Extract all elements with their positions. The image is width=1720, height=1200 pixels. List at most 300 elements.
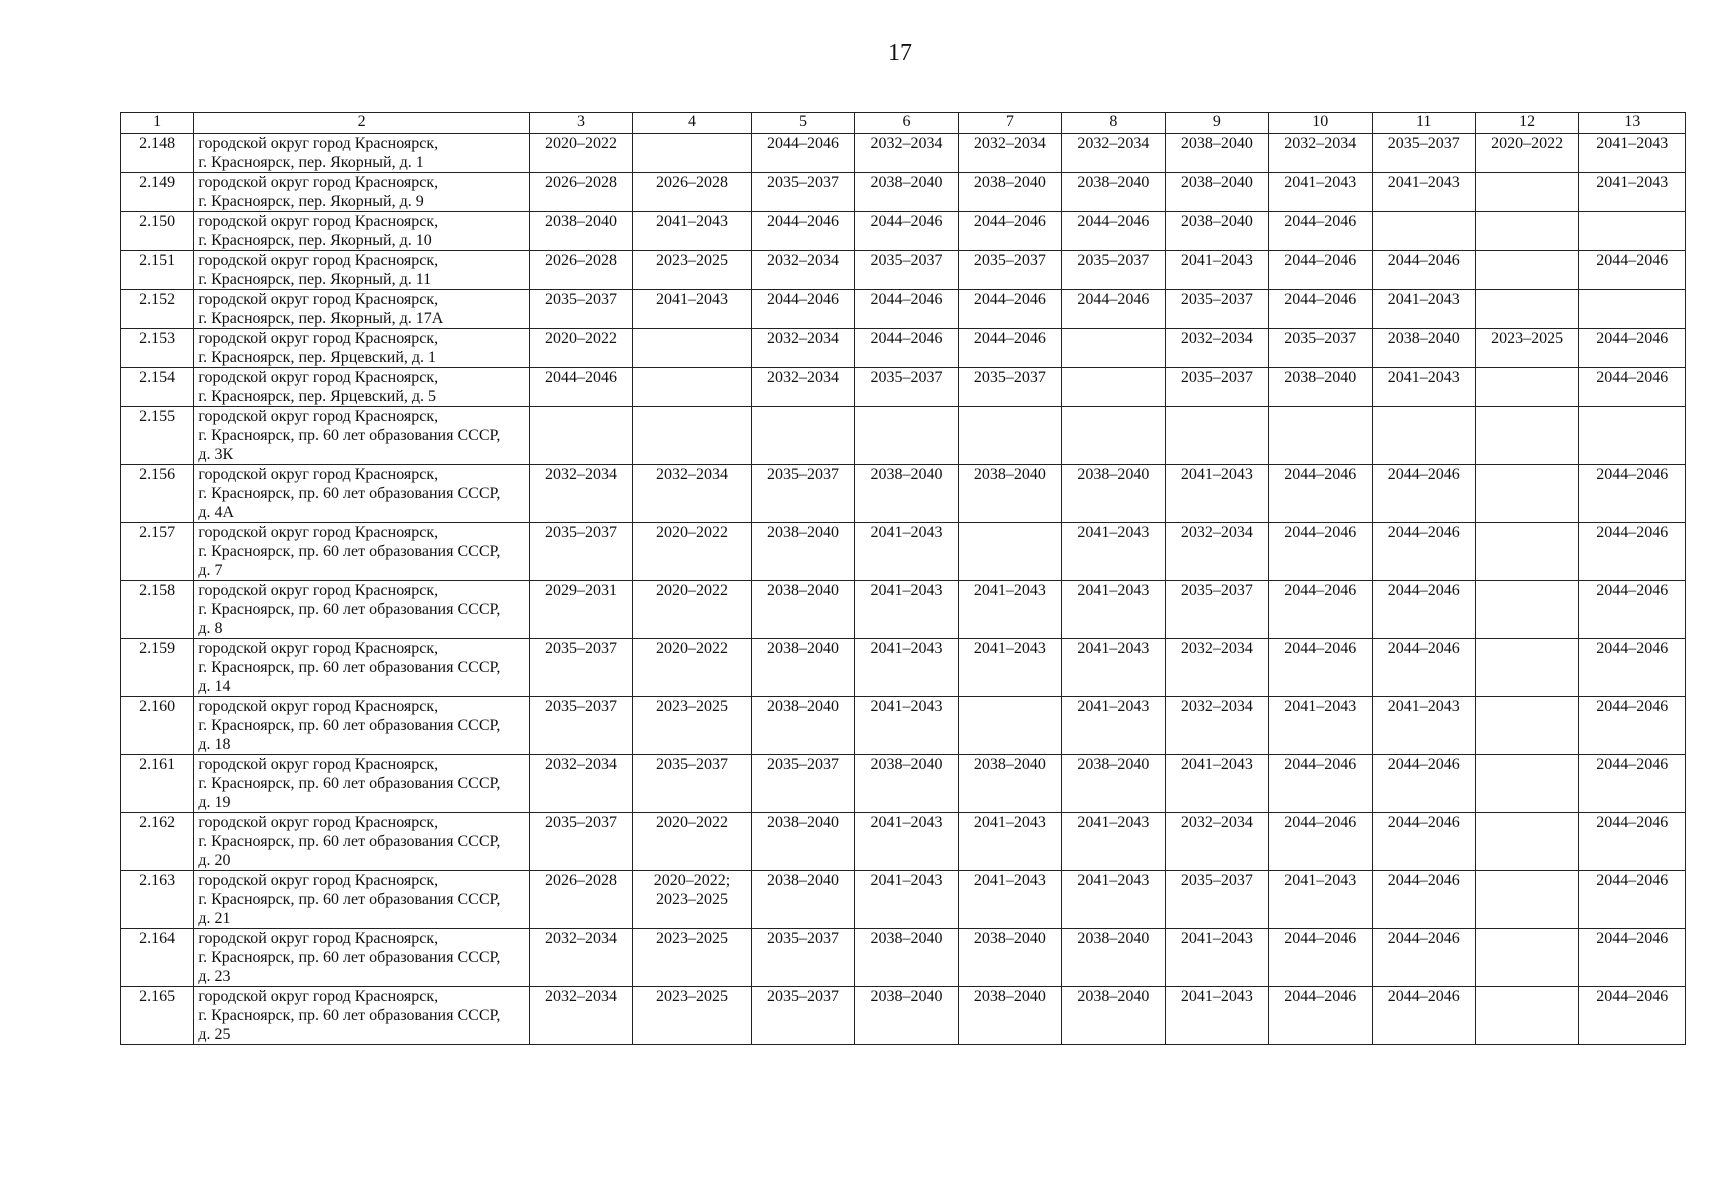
period-cell: 2044–2046	[1372, 639, 1475, 697]
row-number: 2.152	[121, 290, 194, 329]
column-header: 3	[529, 113, 632, 134]
period-cell: 2041–2043	[633, 212, 752, 251]
period-cell: 2041–2043	[855, 581, 958, 639]
period-cell: 2041–2043	[1165, 987, 1268, 1045]
period-cell: 2044–2046	[855, 329, 958, 368]
period-cell: 2038–2040	[958, 987, 1061, 1045]
period-cell	[751, 407, 854, 465]
period-cell: 2041–2043	[855, 813, 958, 871]
column-header: 6	[855, 113, 958, 134]
address-line: д. 3К	[198, 446, 234, 463]
column-header: 11	[1372, 113, 1475, 134]
period-cell: 2035–2037	[1062, 251, 1165, 290]
address-line: д. 8	[198, 620, 223, 637]
table-row	[121, 251, 1686, 290]
period-cell	[1475, 523, 1578, 581]
period-cell: 2038–2040	[1165, 212, 1268, 251]
column-header: 9	[1165, 113, 1268, 134]
row-number: 2.159	[121, 639, 194, 697]
period-cell: 2044–2046	[958, 290, 1061, 329]
table-row	[121, 368, 1686, 407]
period-cell: 2044–2046	[958, 329, 1061, 368]
address-line: городской округ город Красноярск,	[198, 988, 439, 1005]
period-cell	[1475, 813, 1578, 871]
period-cell	[855, 407, 958, 465]
period-cell	[958, 523, 1061, 581]
address-line: городской округ город Красноярск,	[198, 930, 439, 947]
period-cell	[1269, 407, 1372, 465]
address-cell	[194, 871, 530, 929]
period-cell: 2020–2022	[633, 581, 752, 639]
address-line: г. Красноярск, пр. 60 лет образования СССР,	[198, 427, 501, 444]
period-cell: 2038–2040	[1062, 929, 1165, 987]
period-cell: 2035–2037	[529, 639, 632, 697]
period-cell: 2032–2034	[1165, 523, 1268, 581]
period-cell: 2038–2040	[855, 173, 958, 212]
period-cell: 2041–2043	[958, 581, 1061, 639]
address-cell	[194, 290, 530, 329]
period-cell: 2041–2043	[1165, 251, 1268, 290]
period-cell: 2026–2028	[529, 173, 632, 212]
period-cell: 2044–2046	[1579, 987, 1686, 1045]
period-cell	[1475, 290, 1578, 329]
period-cell: 2041–2043	[958, 639, 1061, 697]
period-cell: 2023–2025	[633, 929, 752, 987]
period-cell: 2038–2040	[855, 465, 958, 523]
period-cell	[1475, 871, 1578, 929]
period-cell	[1165, 407, 1268, 465]
table-row	[121, 407, 1686, 465]
period-cell: 2041–2043	[1165, 465, 1268, 523]
address-line: д. 19	[198, 794, 231, 811]
period-cell: 2044–2046	[1372, 523, 1475, 581]
period-cell: 2032–2034	[529, 929, 632, 987]
address-line: д. 25	[198, 1026, 231, 1043]
period-cell: 2044–2046	[1579, 929, 1686, 987]
period-cell: 2044–2046	[1579, 581, 1686, 639]
period-cell: 2041–2043	[1062, 813, 1165, 871]
column-header: 7	[958, 113, 1061, 134]
address-cell	[194, 134, 530, 173]
period-cell	[1062, 407, 1165, 465]
period-cell: 2032–2034	[1062, 134, 1165, 173]
period-cell	[633, 134, 752, 173]
period-cell	[1579, 212, 1686, 251]
period-cell: 2035–2037	[958, 251, 1061, 290]
period-cell: 2044–2046	[1579, 368, 1686, 407]
period-cell: 2044–2046	[1579, 813, 1686, 871]
period-cell: 2032–2034	[1165, 813, 1268, 871]
period-cell: 2032–2034	[751, 329, 854, 368]
period-cell: 2041–2043	[1062, 871, 1165, 929]
period-cell: 2044–2046	[1269, 523, 1372, 581]
address-line: городской округ город Красноярск,	[198, 252, 439, 269]
period-cell	[633, 368, 752, 407]
table-row	[121, 134, 1686, 173]
address-cell	[194, 368, 530, 407]
address-line: городской округ город Красноярск,	[198, 213, 439, 230]
table-row	[121, 639, 1686, 697]
header-row	[121, 113, 1686, 134]
period-cell	[1475, 697, 1578, 755]
address-cell	[194, 813, 530, 871]
address-cell	[194, 639, 530, 697]
period-cell: 2044–2046	[1372, 871, 1475, 929]
period-cell	[1475, 173, 1578, 212]
period-cell: 2020–2022	[633, 523, 752, 581]
period-cell: 2044–2046	[1372, 581, 1475, 639]
table-body	[121, 134, 1686, 1045]
period-cell: 2044–2046	[855, 290, 958, 329]
period-cell: 2020–2022	[1475, 134, 1578, 173]
period-cell: 2044–2046	[1269, 639, 1372, 697]
period-cell: 2041–2043	[1269, 697, 1372, 755]
period-cell: 2035–2037	[529, 523, 632, 581]
address-line: городской округ город Красноярск,	[198, 174, 439, 191]
period-cell: 2041–2043	[855, 871, 958, 929]
period-cell: 2038–2040	[855, 755, 958, 813]
period-cell: 2041–2043	[1062, 697, 1165, 755]
address-line: городской округ город Красноярск,	[198, 408, 439, 425]
period-cell	[1372, 407, 1475, 465]
column-header: 8	[1062, 113, 1165, 134]
period-cell	[633, 329, 752, 368]
address-line: городской округ город Красноярск,	[198, 524, 439, 541]
address-line: г. Красноярск, пр. 60 лет образования СССР,	[198, 775, 501, 792]
period-cell: 2038–2040	[1062, 987, 1165, 1045]
address-line: городской округ город Красноярск,	[198, 135, 439, 152]
address-cell	[194, 173, 530, 212]
period-cell: 2035–2037	[1165, 368, 1268, 407]
period-cell: 2044–2046	[1269, 581, 1372, 639]
period-cell: 2041–2043	[1579, 134, 1686, 173]
address-cell	[194, 987, 530, 1045]
address-line: г. Красноярск, пер. Ярцевский, д. 1	[198, 349, 437, 366]
row-number: 2.154	[121, 368, 194, 407]
period-cell: 2032–2034	[529, 755, 632, 813]
period-cell: 2041–2043	[855, 523, 958, 581]
period-cell: 2023–2025	[1475, 329, 1578, 368]
address-line: городской округ город Красноярск,	[198, 698, 439, 715]
period-cell: 2032–2034	[1165, 329, 1268, 368]
column-header: 2	[194, 113, 530, 134]
address-cell	[194, 251, 530, 290]
period-cell: 2044–2046	[1269, 929, 1372, 987]
period-cell	[1475, 755, 1578, 813]
row-number: 2.156	[121, 465, 194, 523]
period-cell	[529, 407, 632, 465]
page-number: 17	[888, 40, 912, 66]
period-cell: 2038–2040	[751, 523, 854, 581]
period-cell: 2044–2046	[1579, 697, 1686, 755]
address-line: г. Красноярск, пр. 60 лет образования СССР,	[198, 543, 501, 560]
table-row	[121, 290, 1686, 329]
address-cell	[194, 523, 530, 581]
period-cell	[1372, 212, 1475, 251]
period-cell: 2041–2043	[1372, 173, 1475, 212]
address-cell	[194, 697, 530, 755]
period-cell: 2035–2037	[633, 755, 752, 813]
period-cell: 2035–2037	[751, 755, 854, 813]
period-cell: 2035–2037	[751, 987, 854, 1045]
period-cell: 2038–2040	[751, 639, 854, 697]
period-cell: 2044–2046	[1269, 290, 1372, 329]
column-header: 1	[121, 113, 194, 134]
period-cell: 2041–2043	[1579, 173, 1686, 212]
address-line: городской округ город Красноярск,	[198, 330, 439, 347]
period-cell: 2044–2046	[1372, 755, 1475, 813]
period-cell: 2020–2022	[529, 329, 632, 368]
period-cell: 2044–2046	[1372, 251, 1475, 290]
address-line: г. Красноярск, пер. Якорный, д. 10	[198, 232, 432, 249]
period-cell: 2044–2046	[1269, 212, 1372, 251]
period-cell: 2038–2040	[751, 871, 854, 929]
period-cell: 2038–2040	[751, 813, 854, 871]
row-number: 2.149	[121, 173, 194, 212]
row-number: 2.158	[121, 581, 194, 639]
row-number: 2.155	[121, 407, 194, 465]
period-cell: 2032–2034	[751, 368, 854, 407]
period-cell: 2044–2046	[1372, 929, 1475, 987]
period-cell: 2038–2040	[751, 581, 854, 639]
address-cell	[194, 929, 530, 987]
period-cell: 2044–2046	[1372, 465, 1475, 523]
period-cell: 2020–2022; 2023–2025	[633, 871, 752, 929]
period-cell: 2044–2046	[751, 212, 854, 251]
column-header: 12	[1475, 113, 1578, 134]
period-cell	[633, 407, 752, 465]
period-cell	[1062, 368, 1165, 407]
period-cell: 2038–2040	[1062, 465, 1165, 523]
table-row	[121, 581, 1686, 639]
row-number: 2.165	[121, 987, 194, 1045]
address-line: г. Красноярск, пр. 60 лет образования СССР,	[198, 485, 501, 502]
period-cell: 2029–2031	[529, 581, 632, 639]
period-cell: 2038–2040	[958, 173, 1061, 212]
period-cell: 2035–2037	[751, 173, 854, 212]
period-cell: 2044–2046	[1372, 987, 1475, 1045]
period-cell: 2035–2037	[751, 929, 854, 987]
period-cell: 2038–2040	[855, 987, 958, 1045]
period-cell: 2044–2046	[1269, 251, 1372, 290]
period-cell: 2041–2043	[1269, 871, 1372, 929]
period-cell: 2032–2034	[1269, 134, 1372, 173]
period-cell: 2044–2046	[1579, 755, 1686, 813]
period-cell: 2035–2037	[1269, 329, 1372, 368]
period-cell: 2041–2043	[855, 639, 958, 697]
table-row	[121, 987, 1686, 1045]
period-cell	[1475, 368, 1578, 407]
period-cell: 2038–2040	[855, 929, 958, 987]
table-row	[121, 813, 1686, 871]
period-cell: 2041–2043	[1372, 697, 1475, 755]
period-cell: 2041–2043	[1062, 581, 1165, 639]
period-cell	[1475, 212, 1578, 251]
period-cell: 2035–2037	[1165, 581, 1268, 639]
row-number: 2.153	[121, 329, 194, 368]
address-cell	[194, 329, 530, 368]
period-cell: 2041–2043	[1062, 639, 1165, 697]
period-cell: 2038–2040	[958, 465, 1061, 523]
period-cell: 2035–2037	[751, 465, 854, 523]
period-cell: 2020–2022	[633, 639, 752, 697]
column-header: 5	[751, 113, 854, 134]
period-cell: 2044–2046	[751, 134, 854, 173]
period-cell	[1579, 290, 1686, 329]
column-header: 4	[633, 113, 752, 134]
row-number: 2.160	[121, 697, 194, 755]
table-row	[121, 523, 1686, 581]
address-line: г. Красноярск, пер. Якорный, д. 17А	[198, 310, 444, 327]
address-line: д. 21	[198, 910, 231, 927]
address-cell	[194, 212, 530, 251]
schedule-table	[120, 112, 1686, 1045]
period-cell: 2026–2028	[529, 871, 632, 929]
address-line: г. Красноярск, пр. 60 лет образования СССР,	[198, 891, 501, 908]
address-line: городской округ город Красноярск,	[198, 369, 439, 386]
column-header: 13	[1579, 113, 1686, 134]
period-cell: 2044–2046	[1579, 465, 1686, 523]
period-cell	[1475, 465, 1578, 523]
period-cell: 2038–2040	[751, 697, 854, 755]
address-line: городской округ город Красноярск,	[198, 814, 439, 831]
row-number: 2.162	[121, 813, 194, 871]
period-cell: 2044–2046	[1579, 251, 1686, 290]
period-cell: 2023–2025	[633, 251, 752, 290]
period-cell: 2023–2025	[633, 987, 752, 1045]
period-cell: 2044–2046	[1579, 329, 1686, 368]
row-number: 2.161	[121, 755, 194, 813]
column-header: 10	[1269, 113, 1372, 134]
address-line: д. 23	[198, 968, 231, 985]
period-cell: 2038–2040	[1062, 755, 1165, 813]
period-cell: 2044–2046	[958, 212, 1061, 251]
period-cell: 2044–2046	[1269, 813, 1372, 871]
address-cell	[194, 755, 530, 813]
table-row	[121, 212, 1686, 251]
period-cell: 2032–2034	[751, 251, 854, 290]
period-cell: 2032–2034	[958, 134, 1061, 173]
period-cell: 2038–2040	[1062, 173, 1165, 212]
period-cell: 2044–2046	[1269, 755, 1372, 813]
period-cell: 2020–2022	[529, 134, 632, 173]
period-cell: 2044–2046	[1062, 212, 1165, 251]
table-row	[121, 465, 1686, 523]
address-line: г. Красноярск, пр. 60 лет образования СССР,	[198, 601, 501, 618]
address-line: г. Красноярск, пр. 60 лет образования СССР,	[198, 659, 501, 676]
period-cell: 2038–2040	[529, 212, 632, 251]
row-number: 2.164	[121, 929, 194, 987]
period-cell: 2041–2043	[1165, 755, 1268, 813]
table-row	[121, 697, 1686, 755]
address-line: д. 14	[198, 678, 231, 695]
period-cell: 2038–2040	[1165, 134, 1268, 173]
period-cell: 2023–2025	[633, 697, 752, 755]
period-cell	[1475, 581, 1578, 639]
address-line: городской округ город Красноярск,	[198, 466, 439, 483]
period-cell: 2026–2028	[633, 173, 752, 212]
address-line: г. Красноярск, пр. 60 лет образования СССР,	[198, 833, 501, 850]
period-cell	[1062, 329, 1165, 368]
period-cell: 2044–2046	[1579, 639, 1686, 697]
address-cell	[194, 465, 530, 523]
period-cell: 2041–2043	[1372, 368, 1475, 407]
period-cell: 2044–2046	[1579, 523, 1686, 581]
row-number: 2.150	[121, 212, 194, 251]
period-cell: 2026–2028	[529, 251, 632, 290]
period-cell: 2032–2034	[529, 987, 632, 1045]
period-cell: 2044–2046	[751, 290, 854, 329]
period-cell: 2044–2046	[1372, 813, 1475, 871]
period-cell: 2041–2043	[958, 871, 1061, 929]
address-line: д. 18	[198, 736, 231, 753]
period-cell: 2038–2040	[958, 755, 1061, 813]
period-cell	[958, 407, 1061, 465]
address-line: д. 7	[198, 562, 223, 579]
row-number: 2.163	[121, 871, 194, 929]
address-line: г. Красноярск, пр. 60 лет образования СССР,	[198, 949, 501, 966]
address-cell	[194, 581, 530, 639]
period-cell	[1475, 987, 1578, 1045]
table-row	[121, 173, 1686, 212]
period-cell	[1579, 407, 1686, 465]
period-cell	[1475, 929, 1578, 987]
table-row	[121, 929, 1686, 987]
period-cell: 2035–2037	[529, 813, 632, 871]
period-cell: 2038–2040	[1269, 368, 1372, 407]
period-cell	[958, 697, 1061, 755]
period-cell: 2038–2040	[1165, 173, 1268, 212]
period-cell: 2038–2040	[958, 929, 1061, 987]
period-cell: 2032–2034	[1165, 697, 1268, 755]
address-cell	[194, 407, 530, 465]
period-cell: 2044–2046	[1269, 465, 1372, 523]
address-line: г. Красноярск, пер. Ярцевский, д. 5	[198, 388, 437, 405]
address-line: городской округ город Красноярск,	[198, 291, 439, 308]
period-cell: 2041–2043	[855, 697, 958, 755]
address-line: городской округ город Красноярск,	[198, 582, 439, 599]
period-cell: 2032–2034	[1165, 639, 1268, 697]
period-cell	[1475, 251, 1578, 290]
period-cell: 2032–2034	[633, 465, 752, 523]
period-cell: 2041–2043	[1372, 290, 1475, 329]
row-number: 2.151	[121, 251, 194, 290]
row-number: 2.157	[121, 523, 194, 581]
address-line: г. Красноярск, пер. Якорный, д. 11	[198, 271, 432, 288]
period-cell: 2041–2043	[1062, 523, 1165, 581]
address-line: г. Красноярск, пер. Якорный, д. 1	[198, 154, 424, 171]
period-cell: 2044–2046	[855, 212, 958, 251]
period-cell: 2035–2037	[855, 368, 958, 407]
period-cell	[1475, 639, 1578, 697]
table-row	[121, 755, 1686, 813]
table-row	[121, 871, 1686, 929]
period-cell: 2035–2037	[1165, 871, 1268, 929]
period-cell: 2041–2043	[633, 290, 752, 329]
period-cell: 2020–2022	[633, 813, 752, 871]
period-cell: 2044–2046	[1062, 290, 1165, 329]
period-cell: 2041–2043	[1269, 173, 1372, 212]
address-line: городской округ город Красноярск,	[198, 640, 439, 657]
period-cell: 2035–2037	[529, 697, 632, 755]
address-line: г. Красноярск, пр. 60 лет образования СССР,	[198, 717, 501, 734]
period-cell: 2035–2037	[1372, 134, 1475, 173]
period-cell: 2032–2034	[529, 465, 632, 523]
period-cell: 2035–2037	[529, 290, 632, 329]
period-cell: 2044–2046	[1269, 987, 1372, 1045]
address-line: д. 20	[198, 852, 231, 869]
address-line: г. Красноярск, пер. Якорный, д. 9	[198, 193, 424, 210]
